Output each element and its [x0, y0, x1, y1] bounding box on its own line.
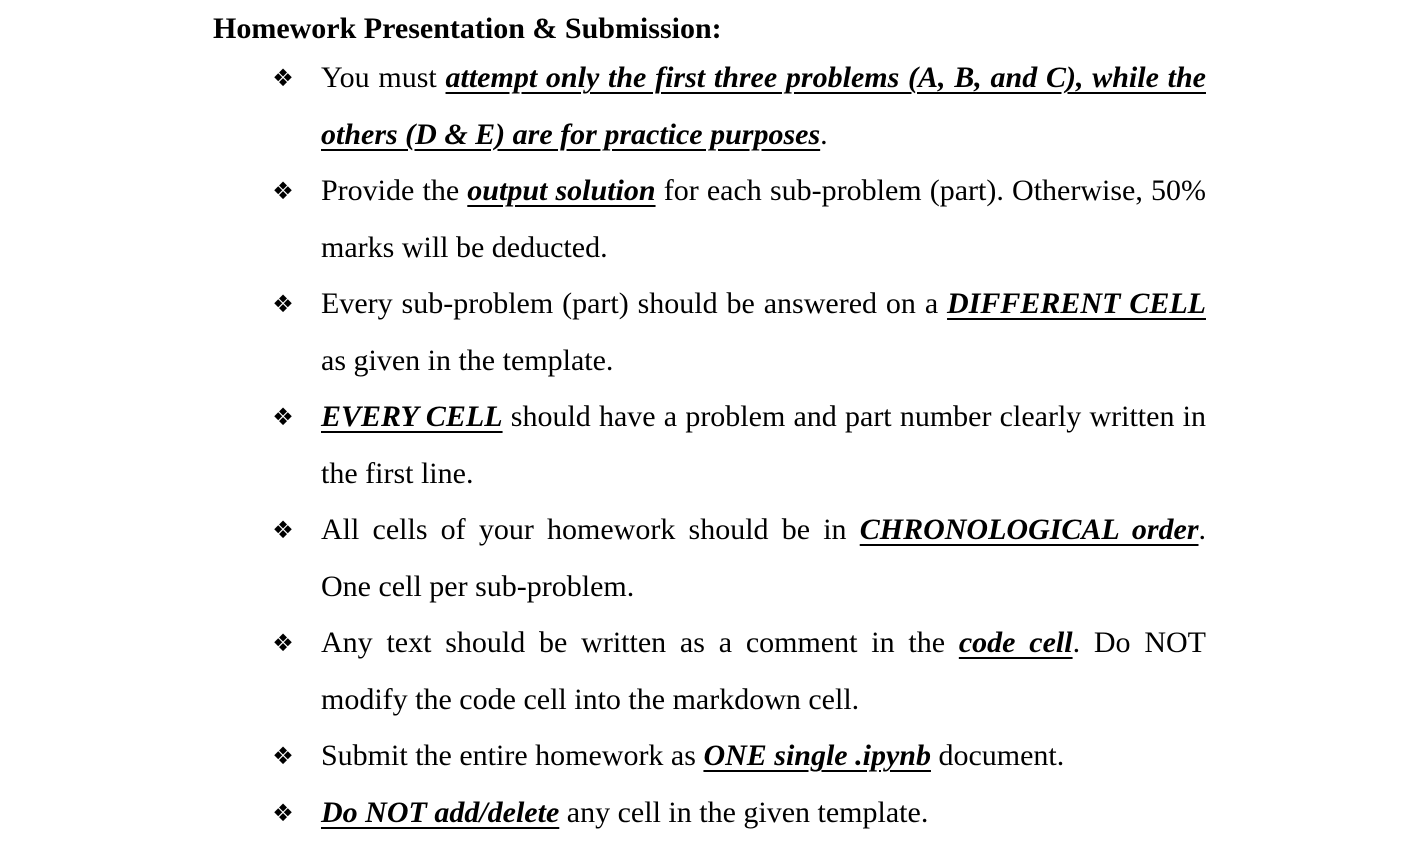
item-emphasis: ONE single .ipynb	[703, 739, 931, 772]
diamond-bullet-icon: ❖	[272, 177, 294, 205]
item-text: Provide the	[321, 174, 468, 207]
diamond-bullet-icon: ❖	[272, 403, 294, 431]
list-item	[268, 276, 1206, 389]
item-text: for each sub-problem (part). Otherwise, 50% marks will be deducted.	[321, 174, 1206, 264]
item-text: .	[820, 117, 828, 151]
item-emphasis: attempt only the first three problems (A, B, and C), while the others (D & E) are for practice purposes	[321, 61, 1206, 151]
diamond-bullet-icon: ❖	[272, 290, 294, 318]
diamond-bullet-icon: ❖	[272, 629, 294, 657]
item-emphasis: output solution	[467, 174, 656, 207]
item-text: should have a problem and part number clearly written in the first line.	[321, 400, 1206, 490]
item-text: All cells of your homework should be in	[321, 513, 860, 546]
list-item	[268, 50, 1206, 163]
list-item	[268, 389, 1206, 502]
item-text: You must	[321, 61, 446, 94]
item-emphasis: Do NOT add/delete	[321, 795, 560, 829]
list-item	[268, 163, 1206, 276]
diamond-bullet-icon: ❖	[272, 64, 294, 92]
diamond-bullet-icon: ❖	[272, 742, 294, 770]
list-item	[268, 502, 1206, 615]
item-text: Every sub-problem (part) should be answered on a	[321, 287, 948, 320]
item-text: . One cell per sub-problem.	[321, 513, 1206, 603]
item-text: as given in the template.	[321, 343, 614, 377]
diamond-bullet-icon: ❖	[272, 516, 294, 544]
item-emphasis: EVERY CELL	[321, 400, 503, 433]
list-item	[268, 728, 1206, 785]
instruction-list	[268, 50, 1206, 841]
item-emphasis: code cell	[958, 626, 1073, 659]
list-item	[268, 785, 1206, 842]
item-text: . Do NOT modify the code cell into the markdown cell.	[321, 626, 1206, 716]
list-item	[268, 615, 1206, 728]
item-text: document.	[930, 739, 1065, 772]
item-emphasis: DIFFERENT CELL	[947, 287, 1206, 320]
item-emphasis: CHRONOLOGICAL order	[859, 513, 1199, 546]
item-text: Submit the entire homework as	[321, 739, 704, 772]
diamond-bullet-icon: ❖	[272, 798, 294, 827]
item-text: Any text should be written as a comment in the	[321, 626, 959, 659]
item-text: any cell in the given template.	[559, 795, 929, 829]
section-heading: Homework Presentation & Submission:	[213, 12, 722, 45]
